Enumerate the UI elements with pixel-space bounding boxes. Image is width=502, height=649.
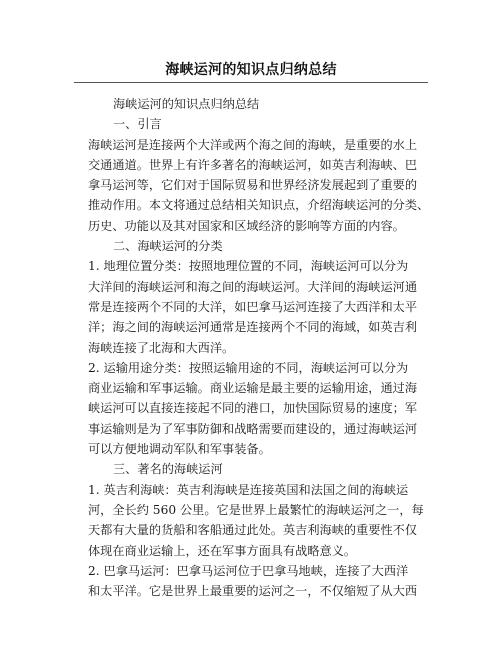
text-line: 河，全长约 560 公里。它是世界上最繁忙的海峡运河之一，每 — [88, 502, 424, 517]
document-title: 海峡运河的知识点归纳总结 — [165, 62, 337, 78]
text-line: 海峡连接了北海和大西洋。 — [88, 340, 235, 355]
text-line: 2. 巴拿马运河：巴拿马运河位于巴拿马地峡，连接了大西洋 — [88, 563, 409, 578]
text-line: 海峡运河的知识点归纳总结 — [113, 97, 260, 111]
text-line: 天都有大量的货船和客船通过此处。英吉利海峡的重要性不仅 — [88, 523, 418, 538]
text-line: 峡运河可以直接连接起不同的港口，加快国际贸易的速度；军 — [88, 401, 418, 416]
text-line: 拿马运河等，它们对于国际贸易和世界经济发展起到了重要的 — [88, 178, 418, 193]
text-line: 历史、功能以及其对国家和区域经济的影响等方面的内容。 — [88, 218, 405, 233]
text-line: 二、海峡运河的分类 — [113, 239, 223, 254]
text-line: 可以方便地调动军队和军事装备。 — [88, 442, 271, 457]
text-line: 事运输则是为了军事防御和战略需要而建设的，通过海峡运河 — [88, 421, 418, 436]
text-line: 交通通道。世界上有许多著名的海峡运河，如英吉利海峡、巴 — [88, 157, 418, 172]
text-line: 2. 运输用途分类：按照运输用途的不同，海峡运河可以分为 — [88, 360, 409, 375]
text-line: 一、引言 — [113, 117, 162, 132]
text-line: 1. 英吉利海峡：英吉利海峡是连接英国和法国之间的海峡运 — [88, 482, 409, 497]
text-line: 洋；海之间的海峡运河通常是连接两个不同的海域，如英吉利 — [88, 320, 418, 335]
title-divider — [74, 82, 428, 83]
text-line: 1. 地理位置分类：按照地理位置的不同，海峡运河可以分为 — [88, 259, 409, 274]
text-line: 和太平洋。它是世界上最重要的运河之一，不仅缩短了从大西 — [88, 584, 418, 599]
text-line: 大洋间的海峡运河和海之间的海峡运河。大洋间的海峡运河通 — [88, 279, 418, 294]
text-line: 常是连接两个不同的大洋，如巴拿马运河连接了大西洋和太平 — [88, 299, 418, 314]
text-line: 商业运输和军事运输。商业运输是最主要的运输用途，通过海 — [88, 381, 418, 396]
text-line: 体现在商业运输上，还在军事方面具有战略意义。 — [88, 543, 357, 558]
text-line: 海峡运河是连接两个大洋或两个海之间的海峡，是重要的水上 — [88, 137, 418, 152]
document-body — [88, 94, 428, 601]
text-line: 三、著名的海峡运河 — [113, 462, 223, 477]
text-line: 推动作用。本文将通过总结相关知识点，介绍海峡运河的分类、 — [88, 198, 430, 213]
